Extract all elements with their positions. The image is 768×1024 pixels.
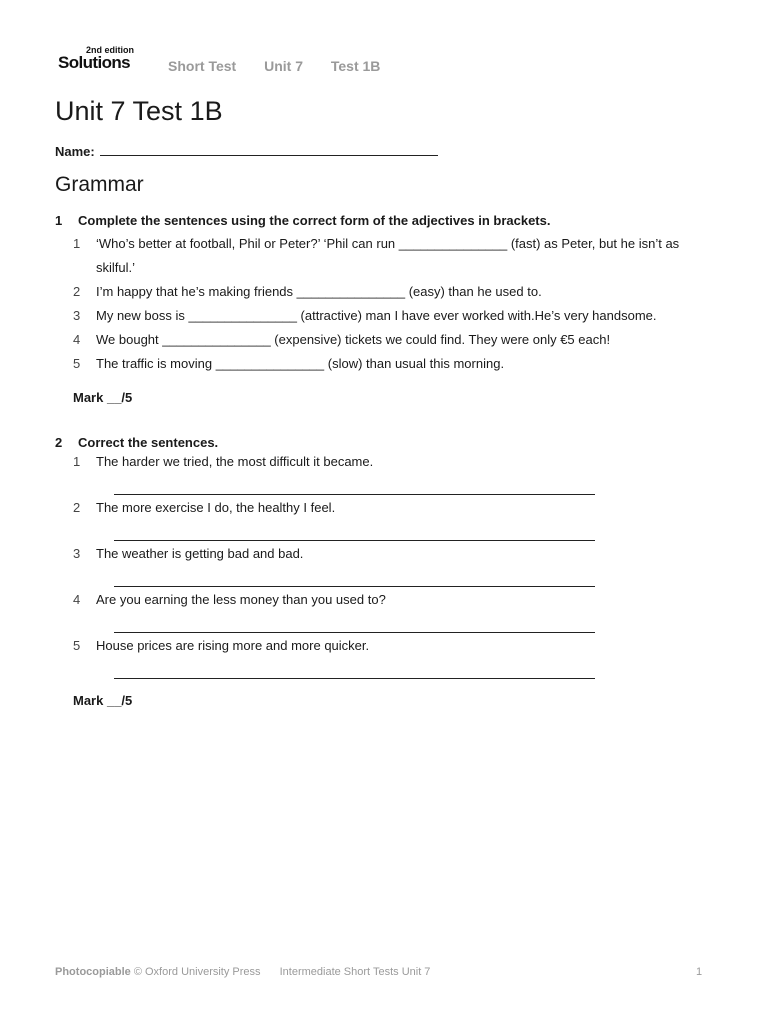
name-answer-line[interactable] [100, 144, 438, 156]
list-item [73, 328, 715, 352]
item-number: 2 [73, 500, 81, 515]
item-text: Are you earning the less money than you used to? [96, 592, 386, 607]
name-label: Name: [55, 144, 95, 159]
item-number: 1 [73, 236, 81, 251]
item-number: 5 [73, 638, 81, 653]
name-field [55, 144, 438, 159]
footer-publisher: © Oxford University Press [133, 966, 261, 978]
mark-label: Mark __/5 [73, 390, 133, 405]
page-number: 1 [696, 966, 703, 978]
item-text: House prices are rising more and more quicker. [96, 638, 370, 653]
item-text: I’m happy that he’s making friends _______________ (easy) than he used to. [96, 284, 542, 299]
list-item [73, 304, 715, 328]
answer-line[interactable] [114, 610, 595, 633]
list-item [73, 232, 715, 280]
exercise-instruction: Complete the sentences using the correct form of the adjectives in brackets. [78, 213, 551, 228]
item-text: The harder we tried, the most difficult it became. [96, 454, 374, 469]
solutions-logo [58, 44, 148, 80]
section-heading: Grammar [55, 173, 144, 196]
item-text: The traffic is moving _______________ (slow) than usual this morning. [96, 356, 505, 371]
breadcrumb-test: Test 1B [330, 58, 381, 74]
list-item [73, 452, 715, 472]
page-footer [55, 966, 705, 978]
breadcrumb-short-test: Short Test [168, 58, 237, 74]
exercise-2 [55, 435, 715, 708]
list-item [73, 352, 715, 376]
item-text: We bought _______________ (expensive) tickets we could find. They were only €5 each! [96, 332, 611, 347]
list-item [73, 590, 715, 610]
mark-label: Mark __/5 [73, 693, 133, 708]
header-breadcrumb [168, 58, 404, 74]
exercise-instruction: Correct the sentences. [78, 435, 219, 450]
page-title: Unit 7 Test 1B [55, 96, 223, 126]
item-number: 3 [73, 546, 81, 561]
exercise-1 [55, 213, 715, 405]
list-item [73, 498, 715, 518]
exercise-2-heading [55, 435, 715, 450]
breadcrumb-unit: Unit 7 [264, 58, 303, 74]
exercise-1-heading [55, 213, 715, 228]
item-text: The more exercise I do, the healthy I feel. [96, 500, 336, 515]
item-number: 2 [73, 284, 81, 299]
exercise-2-items [55, 452, 715, 679]
answer-line[interactable] [114, 656, 595, 679]
exercise-1-items [55, 232, 715, 376]
exercise-number: 2 [55, 435, 63, 450]
list-item [73, 636, 715, 656]
item-number: 3 [73, 308, 81, 323]
logo-word: Solutions [58, 53, 131, 72]
page-header [58, 44, 738, 84]
item-number: 4 [73, 592, 81, 607]
answer-line[interactable] [114, 564, 595, 587]
item-text: My new boss is _______________ (attractive) man I have ever worked with.He’s very handsome. [96, 308, 657, 323]
item-number: 4 [73, 332, 81, 347]
footer-book-title: Intermediate Short Tests Unit 7 [279, 966, 431, 978]
item-number: 5 [73, 356, 81, 371]
answer-line[interactable] [114, 518, 595, 541]
list-item [73, 544, 715, 564]
item-number: 1 [73, 454, 81, 469]
logo-edition: 2nd edition [86, 45, 134, 55]
item-text: The weather is getting bad and bad. [96, 546, 304, 561]
answer-line[interactable] [114, 472, 595, 495]
footer-photocopiable: Photocopiable [55, 966, 131, 978]
item-text: ‘Who’s better at football, Phil or Peter?’ ‘Phil can run _______________ (fast) as Peter, but he isn’t as skilful.’ [96, 236, 680, 275]
list-item [73, 280, 715, 304]
exercise-number: 1 [55, 213, 63, 228]
